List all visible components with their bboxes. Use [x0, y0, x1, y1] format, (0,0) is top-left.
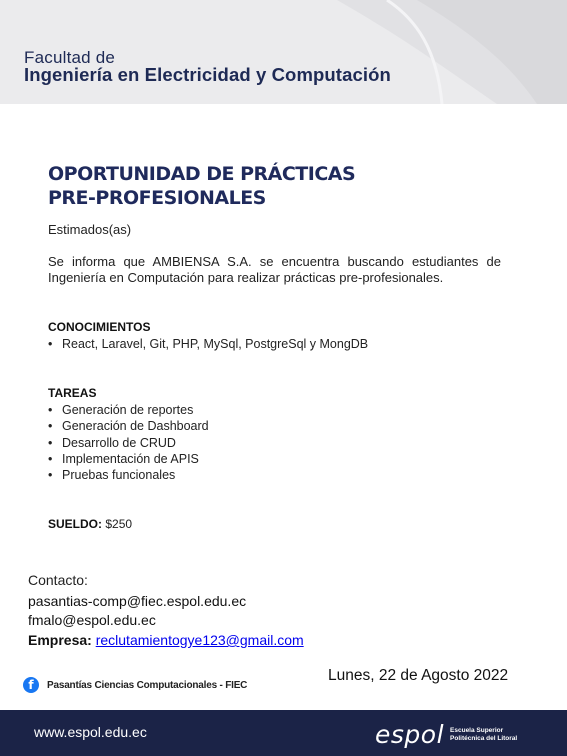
list-item: • Generación de reportes	[48, 402, 209, 418]
greeting: Estimados(as)	[48, 222, 132, 237]
faculty-header	[0, 0, 567, 104]
salary-value: $250	[105, 517, 133, 531]
website-link[interactable]: www.espol.edu.ec	[34, 724, 147, 740]
header-decoration	[267, 0, 567, 104]
salary-label: SUELDO:	[48, 517, 102, 531]
logo-subtitle-line2: Politécnica del Litoral	[450, 734, 518, 742]
contact-label: Contacto:	[28, 572, 88, 588]
list-item: • React, Laravel, Git, PHP, MySql, PostgreSql y MongDB	[48, 336, 368, 352]
company-label: Empresa:	[28, 632, 92, 648]
logo-subtitle	[450, 727, 517, 743]
list-item: • Implementación de APIS	[48, 451, 209, 467]
list-item: • Generación de Dashboard	[48, 418, 209, 434]
list-item: • Desarrollo de CRUD	[48, 435, 209, 451]
logo-subtitle-line1: Escuela Superior	[450, 726, 504, 734]
list-item: • Pruebas funcionales	[48, 467, 209, 483]
knowledge-list	[48, 336, 368, 352]
intro-paragraph: Se informa que AMBIENSA S.A. se encuentra buscando estudiantes de Ingeniería en Computación para realizar prácticas pre-profesionales.	[48, 254, 501, 285]
tasks-list	[48, 402, 209, 483]
faculty-name-line1: Facultad de	[24, 48, 116, 67]
facebook-page-name: Pasantías Ciencias Computacionales - FIEC	[47, 679, 248, 691]
faculty-name-line2: Ingeniería en Electricidad y Computación	[24, 64, 391, 85]
footer	[0, 710, 567, 756]
salary	[48, 517, 132, 531]
notice-date: Lunes, 22 de Agosto 2022	[328, 667, 509, 684]
facebook-icon: f	[23, 677, 39, 693]
knowledge-heading: CONOCIMIENTOS	[48, 320, 151, 334]
espol-logo	[375, 720, 517, 749]
contact-email-2: fmalo@espol.edu.ec	[28, 612, 156, 628]
company-email-link[interactable]: reclutamientogye123@gmail.com	[95, 632, 304, 648]
logo-wordmark: espol	[375, 720, 445, 749]
notice-title: OPORTUNIDAD DE PRÁCTICAS PRE-PROFESIONALES	[48, 163, 356, 209]
tasks-heading: TAREAS	[48, 386, 97, 400]
company-contact	[28, 632, 304, 648]
contact-email-1: pasantias-comp@fiec.espol.edu.ec	[28, 593, 247, 609]
facebook-page[interactable]	[23, 677, 247, 693]
